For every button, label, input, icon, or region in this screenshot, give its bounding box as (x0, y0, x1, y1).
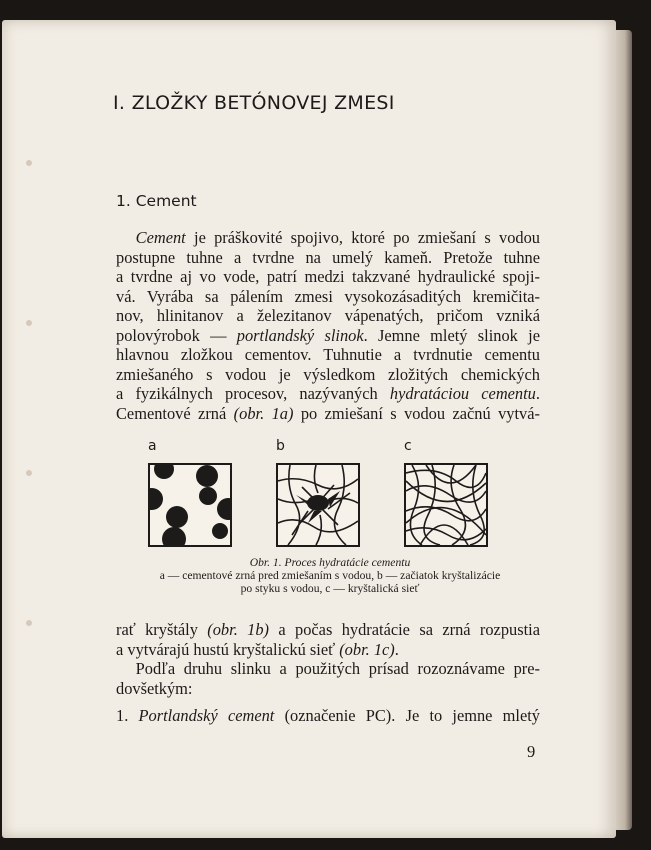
text-run: . (394, 639, 399, 659)
text-line (116, 679, 540, 699)
text-run: . Jemne mletý slinok je (363, 325, 540, 345)
text-line (116, 640, 540, 660)
italic-text: Portlandský cement (138, 706, 275, 725)
text-run: po zmiešaní s vodou začnú vytvá- (293, 403, 540, 423)
text-line (116, 306, 540, 326)
text-line (116, 326, 540, 346)
text-run: 1. (116, 706, 139, 725)
figure-label-c: c (404, 438, 412, 454)
figure-caption (110, 556, 550, 595)
text-line (116, 248, 540, 268)
chapter-title: I. ZLOŽKY BETÓNOVEJ ZMESI (113, 92, 395, 114)
text-line (116, 345, 540, 365)
text-run: a vytvárajú hustú kryštalickú sieť (116, 639, 340, 659)
text-run: a fyzikálnych procesov, nazývaných (116, 384, 390, 403)
text-run: polovýrobok — (116, 325, 237, 345)
caption-line-1: a — cementové zrná pred zmiešaním s vodou, b — začiatok kryštalizácie (159, 569, 501, 582)
italic-text: hydratáciou cementu (389, 384, 536, 403)
figure-label-a: a (148, 438, 157, 454)
text-line (116, 620, 540, 640)
text-run: dovšetkým: (116, 678, 193, 698)
text-line (116, 404, 540, 424)
text-run: je práškovité spojivo, ktoré po zmiešaní s vodou (185, 228, 540, 247)
text-run: . (535, 384, 540, 403)
text-line (116, 706, 540, 726)
text-run: postupne tuhne a tvrdne na umelý kameň. Pretože tuhne (116, 247, 540, 267)
page-number: 9 (527, 742, 536, 761)
text-line (116, 287, 540, 307)
text-run: a počas hydratácie sa zrná rozpustia (269, 620, 540, 639)
caption-line-2: po styku s vodou, c — kryštalická sieť (240, 582, 420, 595)
text-run: zmiešaného s vodou je výsledkom zložitých chemických (116, 364, 540, 384)
text-run: nov, hlinitanov a železitanov vápenatých, pričom vzniká (116, 306, 540, 325)
figure-panel-b (276, 463, 360, 547)
figure-hydration (148, 438, 488, 548)
italic-text: (obr. 1b) (207, 620, 270, 639)
figure-label-b: b (276, 438, 285, 454)
text-line (116, 267, 540, 287)
italic-text: (obr. 1c) (339, 639, 395, 659)
text-run: a tvrdne aj vo vode, patrí medzi takzvané hydraulické spoji- (116, 267, 540, 286)
paragraph-list-item-1 (116, 706, 540, 726)
italic-text: portlandský slinok (236, 325, 364, 345)
text-run: vá. Vyrába sa pálením zmesi vysokozásaditých kremičita- (116, 286, 540, 306)
paragraph-crystals (116, 620, 540, 698)
text-line (116, 228, 540, 248)
italic-text: (obr. 1a) (233, 403, 294, 423)
text-run: hlavnou zložkou cementov. Tuhnutie a tvrdnutie cementu (116, 345, 540, 364)
text-line (116, 659, 540, 679)
figure-panel-a (148, 463, 232, 547)
text-run: rať kryštály (116, 620, 208, 639)
figure-panel-c (404, 463, 488, 547)
text-run: (označenie PC). Je to jemne mletý (274, 706, 541, 725)
section-title: 1. Cement (116, 192, 197, 210)
page-edge (614, 30, 632, 830)
text-line (116, 365, 540, 385)
caption-title: Obr. 1. Proces hydratácie cementu (249, 556, 411, 569)
paragraph-intro (116, 228, 540, 423)
text-run: Cementové zrná (116, 403, 234, 423)
text-line (116, 384, 540, 404)
italic-text: Cement (135, 228, 186, 247)
text-run: Podľa druhu slinku a použitých prísad rozoznávame pre- (135, 659, 540, 678)
